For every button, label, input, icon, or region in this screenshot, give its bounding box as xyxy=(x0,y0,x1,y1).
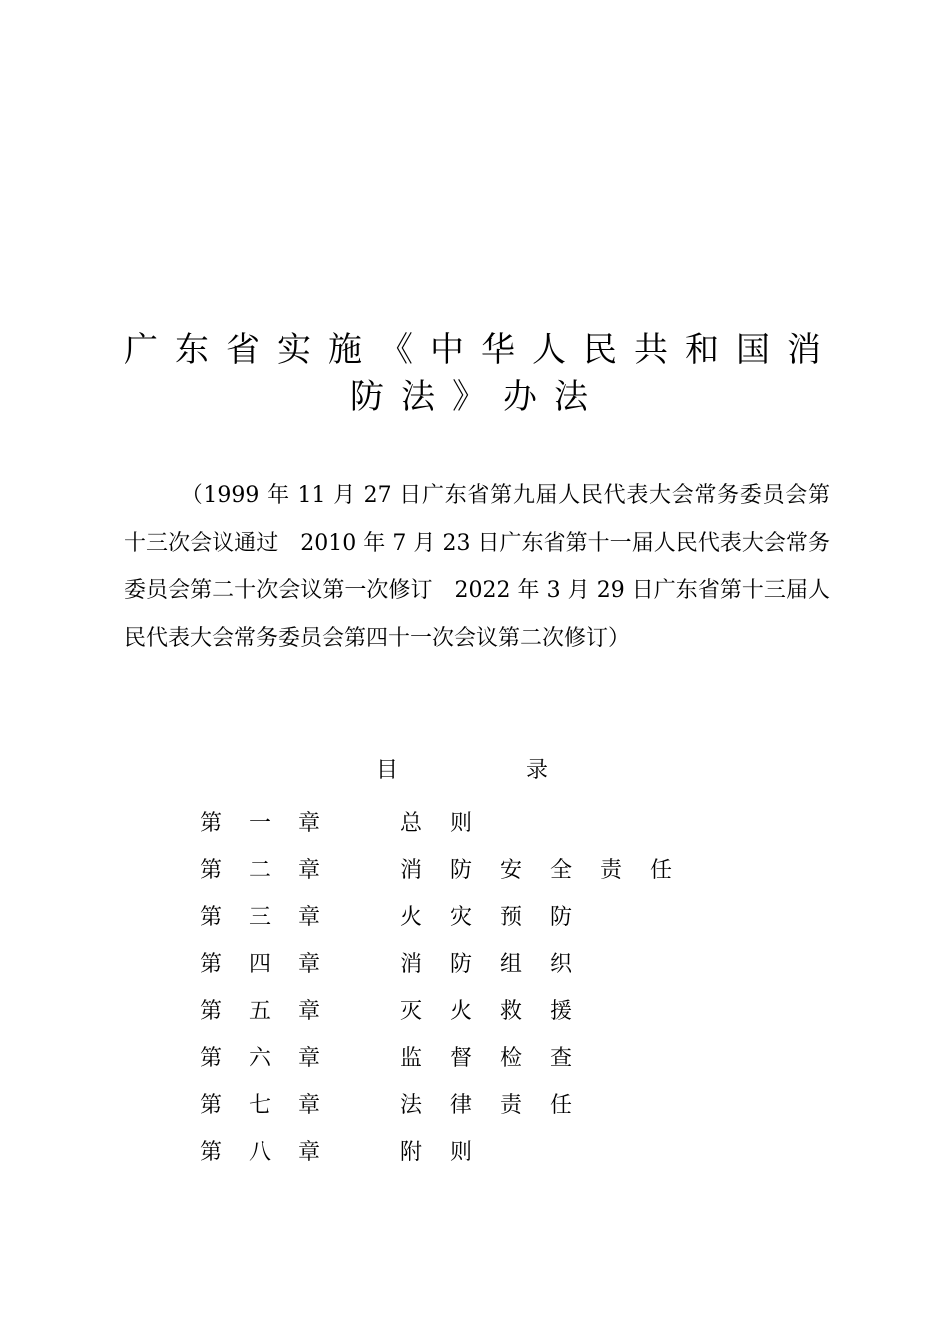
chapter-title: 监督检查 xyxy=(400,1046,601,1071)
chapter-number: 第五章 xyxy=(200,999,348,1024)
chapter-title: 消防组织 xyxy=(400,952,601,977)
toc-entry-chapter-6 xyxy=(200,1041,720,1088)
chapter-title: 附则 xyxy=(400,1140,501,1165)
toc-entry-chapter-3 xyxy=(200,900,720,947)
chapter-number: 第二章 xyxy=(200,858,348,883)
toc-entry-chapter-5 xyxy=(200,994,720,1041)
document-title-line-1: 广东省实施《中华人民共和国消 xyxy=(124,330,838,370)
toc-entry-chapter-7 xyxy=(200,1088,720,1135)
adoption-history-text: （1999 年 11 月 27 日广东省第九届人民代表大会常务委员会第十三次会议通过 2010 年 7 月 23 日广东省第十一届人民代表大会常务委员会第二十次会议第一次修订 2022 年 3 月 29 日广东省第十三届人民代表大会常务委员会第四十一次会议第二次修订） xyxy=(124,483,830,651)
toc-entry-chapter-1 xyxy=(200,806,720,853)
chapter-number: 第八章 xyxy=(200,1140,348,1165)
chapter-title: 总则 xyxy=(400,811,501,836)
chapter-title: 火灾预防 xyxy=(400,905,601,930)
chapter-number: 第三章 xyxy=(200,905,348,930)
toc-heading-part-1: 目 xyxy=(376,758,399,783)
chapter-title: 法律责任 xyxy=(400,1093,601,1118)
toc-entry-chapter-8 xyxy=(200,1135,720,1182)
chapter-title: 灭火救援 xyxy=(400,999,601,1024)
toc-entry-chapter-4 xyxy=(200,947,720,994)
chapter-number: 第六章 xyxy=(200,1046,348,1071)
document-title-line-2: 防法》办法 xyxy=(350,377,605,417)
chapter-number: 第七章 xyxy=(200,1093,348,1118)
table-of-contents xyxy=(200,806,720,1182)
chapter-number: 第四章 xyxy=(200,952,348,977)
toc-heading-part-2: 录 xyxy=(526,758,549,783)
toc-entry-chapter-2 xyxy=(200,853,720,900)
chapter-number: 第一章 xyxy=(200,811,348,836)
adoption-history-note xyxy=(124,472,830,662)
chapter-title: 消防安全责任 xyxy=(400,858,701,883)
